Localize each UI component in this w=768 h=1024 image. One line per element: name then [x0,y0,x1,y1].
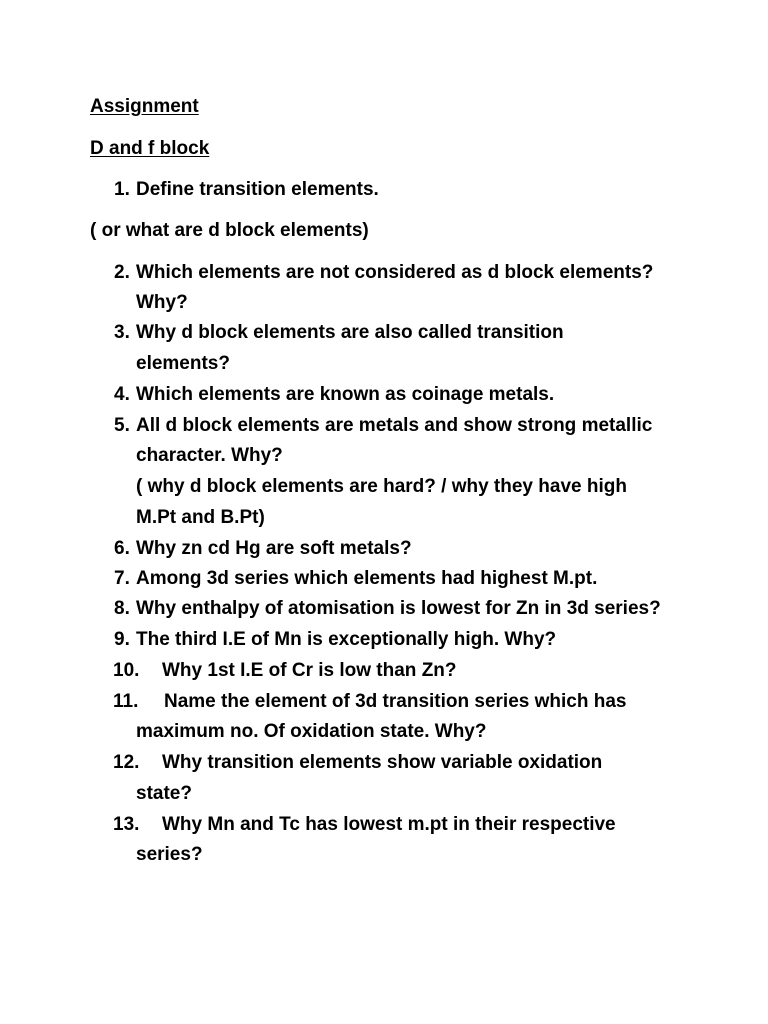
question-number: 6. [114,538,130,559]
question-number: 10. [113,660,140,681]
question-text: The third I.E of Mn is exceptionally high. Why? [136,629,557,650]
question-number: 9. [114,629,130,650]
question-number: 5. [114,415,130,436]
question-text: state? [136,783,192,804]
question-number: 7. [114,568,130,589]
question-text: character. Why? [136,445,283,466]
question-number: 12. [113,752,140,773]
question-text: Define transition elements. [136,179,379,200]
question-number: 3. [114,322,130,343]
question-text: Why zn cd Hg are soft metals? [136,538,412,559]
question-number: 4. [114,384,130,405]
question-text: series? [136,844,203,865]
question-text: M.Pt and B.Pt) [136,507,265,528]
question-text: Why Mn and Tc has lowest m.pt in their respective [162,814,616,835]
assignment-title: Assignment [90,96,199,117]
question-text: Why 1st I.E of Cr is low than Zn? [162,660,457,681]
question-text: Why transition elements show variable oxidation [162,752,603,773]
question-text: elements? [136,353,230,374]
question-number: 11. [113,691,139,712]
question-text: Why d block elements are also called transition [136,322,564,343]
assignment-subtitle: D and f block [90,138,210,159]
question-text: Which elements are known as coinage metals. [136,384,555,405]
question-text: Why enthalpy of atomisation is lowest for Zn in 3d series? [136,598,661,619]
question-number: 2. [114,262,130,283]
question-text: maximum no. Of oxidation state. Why? [136,721,487,742]
question-text: Which elements are not considered as d block elements? [136,262,654,283]
question-text: Why? [136,292,188,313]
question-text: ( why d block elements are hard? / why they have high [136,476,627,497]
question-text: Among 3d series which elements had highest M.pt. [136,568,598,589]
question-number: 1. [114,179,130,200]
question-number: 8. [114,598,130,619]
question-1-alternative: ( or what are d block elements) [90,220,369,241]
question-text: All d block elements are metals and show strong metallic [136,415,653,436]
question-number: 13. [113,814,140,835]
question-text: Name the element of 3d transition series which has [164,691,627,712]
